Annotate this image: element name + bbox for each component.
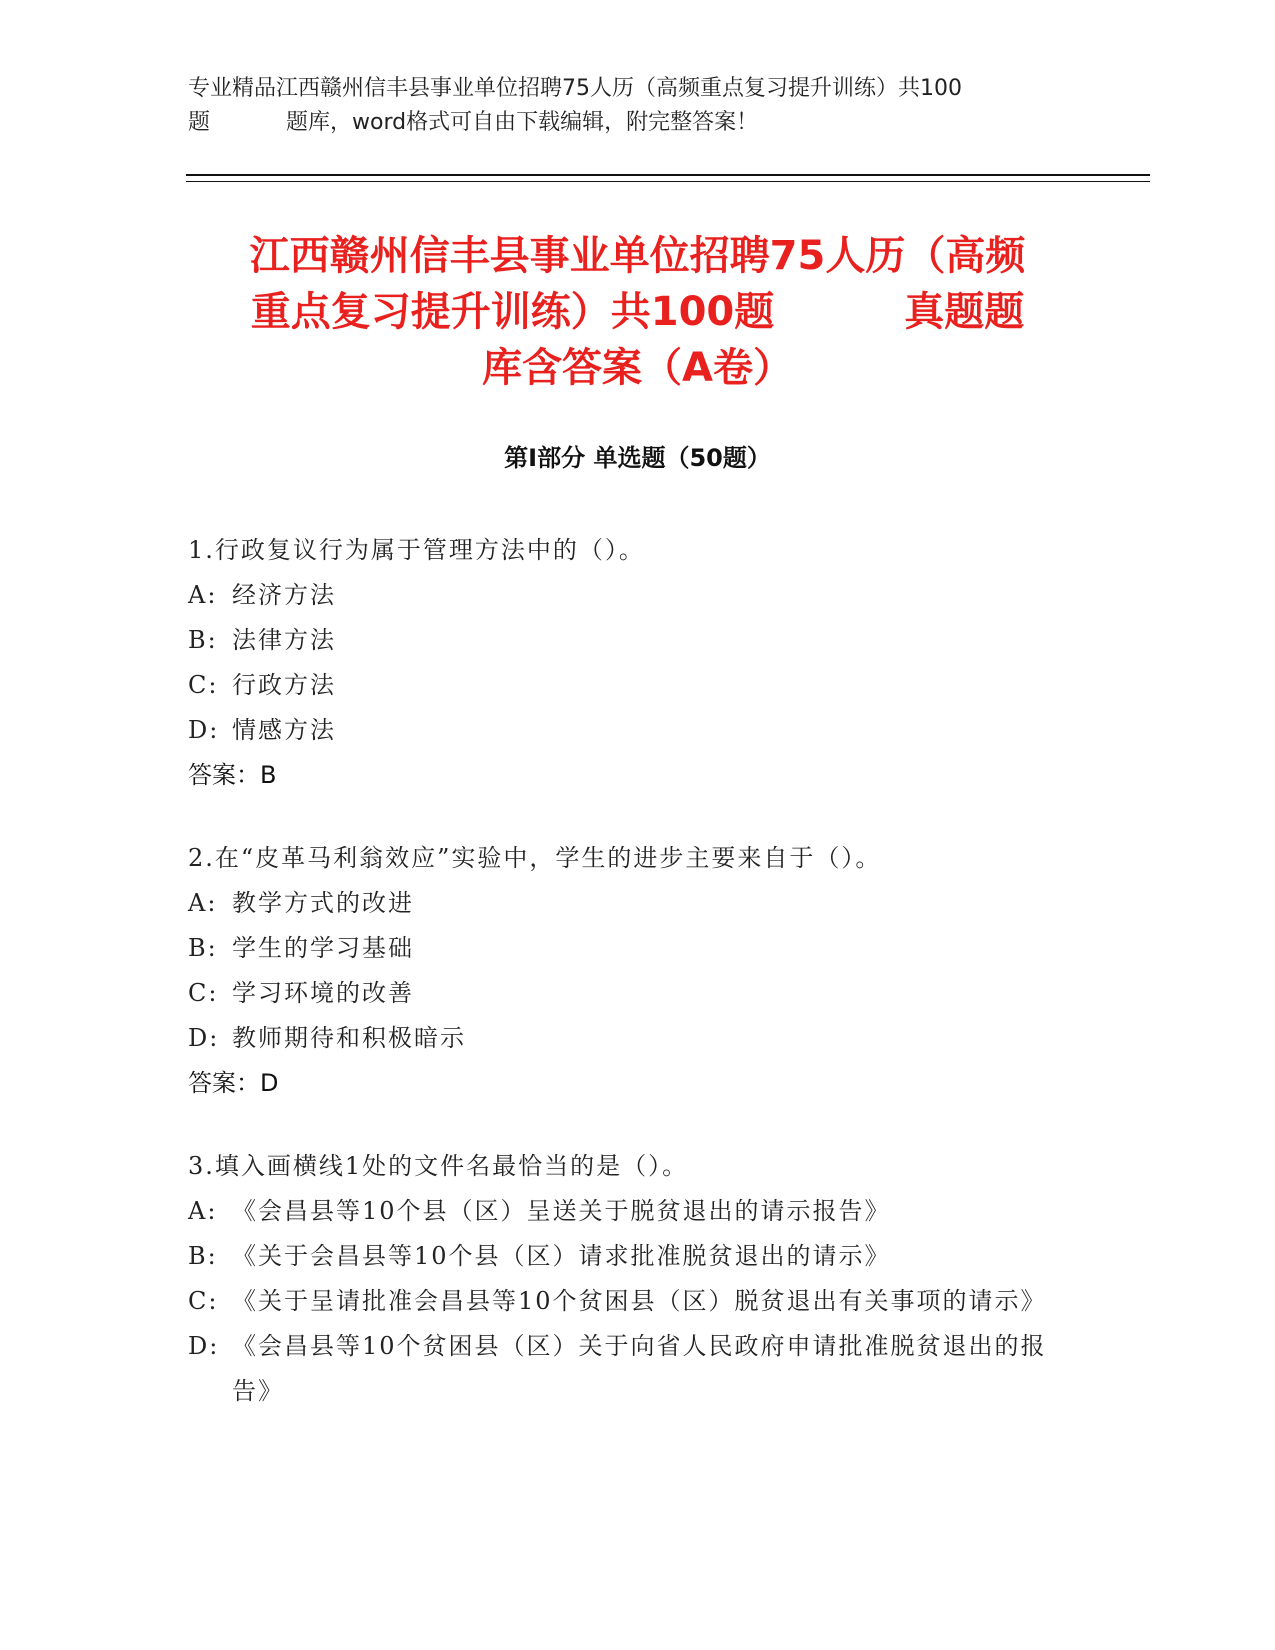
option-c (188, 663, 1058, 708)
option-label: D: (188, 1024, 220, 1052)
title-line2-start: 重点复习提升训练）共100题 (250, 289, 775, 335)
option-d (188, 708, 1058, 753)
option-b (188, 926, 1058, 971)
option-text: 学习环境的改善 (232, 979, 414, 1007)
option-text: 经济方法 (232, 581, 336, 609)
option-text: 《关于会昌县等10个县（区）请求批准脱贫退出的请示》 (232, 1242, 891, 1270)
option-label: A: (188, 889, 218, 917)
option-label: D: (188, 716, 220, 744)
option-d (188, 1016, 1058, 1061)
option-text: 情感方法 (232, 716, 336, 744)
header-note-line2-start: 题 (188, 110, 211, 135)
question-stem: 2.在“皮革马利翁效应”实验中，学生的进步主要来自于（）。 (188, 844, 882, 872)
option-text: 法律方法 (232, 626, 336, 654)
option-label: B: (188, 1242, 218, 1270)
option-b (188, 1234, 1058, 1279)
title-line2-end: 真题题 (904, 289, 1025, 335)
header-note (188, 72, 1068, 140)
option-text: 《关于呈请批准会昌县等10个贫困县（区）脱贫退出有关事项的请示》 (232, 1287, 1047, 1315)
header-divider-thick (186, 174, 1150, 176)
option-label: C: (188, 671, 219, 699)
option-c (188, 971, 1058, 1016)
option-text: 教学方式的改进 (232, 889, 414, 917)
question-list (188, 528, 1058, 1452)
question-2 (188, 836, 1058, 1106)
title-line1: 江西赣州信丰县事业单位招聘75人历（高频 (249, 233, 1026, 279)
question-3 (188, 1144, 1058, 1414)
option-label: A: (188, 1197, 218, 1225)
option-text: 行政方法 (232, 671, 336, 699)
option-label: C: (188, 979, 219, 1007)
header-note-line1: 专业精品江西赣州信丰县事业单位招聘75人历（高频重点复习提升训练）共100 (188, 76, 962, 101)
header-note-line2-rest: 题库，word格式可自由下载编辑，附完整答案！ (286, 110, 759, 135)
header-divider-thin (186, 181, 1150, 182)
option-b (188, 618, 1058, 663)
title-line2 (180, 284, 1095, 340)
question-stem: 1.行政复议行为属于管理方法中的（）。 (188, 536, 645, 564)
option-a (188, 881, 1058, 926)
option-label: A: (188, 581, 218, 609)
answer: 答案：D (188, 1069, 279, 1097)
option-c (188, 1279, 1058, 1324)
option-text: 《会昌县等10个县（区）呈送关于脱贫退出的请示报告》 (232, 1197, 891, 1225)
option-a (188, 1189, 1058, 1234)
title-line3: 库含答案（A卷） (482, 345, 793, 391)
option-label: B: (188, 626, 218, 654)
option-text: 教师期待和积极暗示 (232, 1024, 466, 1052)
question-stem: 3.填入画横线1处的文件名最恰当的是（）。 (188, 1152, 689, 1180)
option-label: D: (188, 1332, 220, 1360)
header-note-line2 (188, 106, 1068, 140)
option-text: 学生的学习基础 (232, 934, 414, 962)
document-title (180, 228, 1095, 396)
option-label: C: (188, 1287, 219, 1315)
section-title: 第Ⅰ部分 单选题（50题） (504, 444, 771, 472)
answer: 答案：B (188, 761, 277, 789)
option-d (188, 1324, 1058, 1414)
option-text: 《会昌县等10个贫困县（区）关于向省人民政府申请批准脱贫退出的报告》 (232, 1332, 1047, 1405)
option-a (188, 573, 1058, 618)
option-label: B: (188, 934, 218, 962)
question-1 (188, 528, 1058, 798)
